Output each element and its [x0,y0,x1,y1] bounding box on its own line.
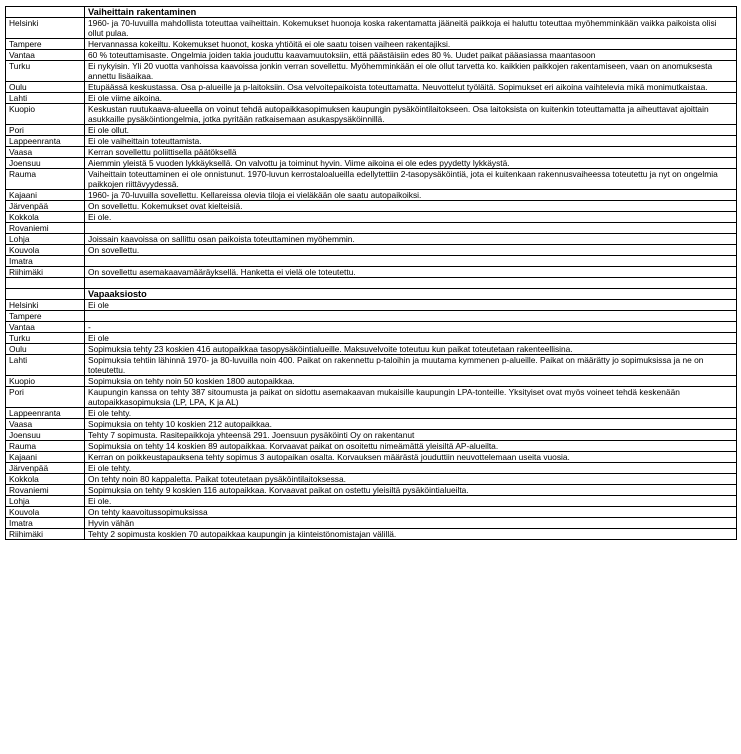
description-cell: Ei nykyisin. Yli 20 vuotta vanhoissa kaavoissa jonkin verran sovellettu. Myöhemminkään ei ole ollut tarvetta ko. kaikkien paikkojen rakentamiseen, vaan on anomuksesta annettu lisäaikaa. [85,61,737,82]
city-cell: Rauma [6,169,85,190]
table-row [6,190,737,201]
city-cell: Vaasa [6,419,85,430]
section-header-row [6,289,737,300]
description-cell: Sopimuksia on tehty 10 koskien 212 autopaikkaa. [85,419,737,430]
city-cell: Kokkola [6,474,85,485]
description-cell: On tehty kaavoitussopimuksissa [85,507,737,518]
city-cell: Lohja [6,496,85,507]
description-cell: Ei ole viime aikoina. [85,93,737,104]
city-cell [6,7,85,18]
table-row [6,61,737,82]
city-cell: Helsinki [6,300,85,311]
city-cell: Kuopio [6,104,85,125]
city-cell: Pori [6,125,85,136]
table-row [6,245,737,256]
description-cell: Joissain kaavoissa on sallittu osan paikoista toteuttaminen myöhemmin. [85,234,737,245]
city-cell: Kouvola [6,245,85,256]
description-cell: Kaupungin kanssa on tehty 387 sitoumusta ja paikat on sidottu asemakaavan mukaisille kaupungin LPA-tonteille. Yksityiset ovat myös voineet tehdä keskenään autopaikkasopimuksia (LP, LPA, K ja AL) [85,387,737,408]
city-cell: Lahti [6,355,85,376]
description-cell: Aiemmin yleistä 5 vuoden lykkäyksellä. On valvottu ja toiminut hyvin. Viime aikoina ei ole edes pyydetty lykkäystä. [85,158,737,169]
table-row [6,147,737,158]
description-cell [85,223,737,234]
description-cell: Ei ole tehty. [85,463,737,474]
city-cell: Rauma [6,441,85,452]
table-row [6,201,737,212]
spacer-row [6,278,737,289]
description-cell: Keskustan ruutukaava-alueella on voinut tehdä autopaikkasopimuksen kaupungin pysäköintilaitokseen. Osa laitoksista on kuitenkin toteuttamatta ja aiheuttavat ajoittain asukkaille pysäköintiongelmia, jotka pyritään ratkaisemaan asukaspysäköinnillä. [85,104,737,125]
table-row [6,376,737,387]
table-row [6,463,737,474]
description-cell: Hervannassa kokeiltu. Kokemukset huonot, koska yhtiöitä ei ole saatu toisen vaiheen rakentajiksi. [85,39,737,50]
description-cell: Ei ole [85,333,737,344]
city-cell: Kuopio [6,376,85,387]
table-row [6,223,737,234]
city-cell: Kokkola [6,212,85,223]
city-cell: Riihimäki [6,267,85,278]
city-cell: Lahti [6,93,85,104]
city-cell: Pori [6,387,85,408]
description-cell: 1960- ja 70-luvuilla sovellettu. Kellareissa olevia tiloja ei vieläkään ole saatu autopaikoiksi. [85,190,737,201]
city-cell: Turku [6,333,85,344]
table-row [6,39,737,50]
table-row [6,344,737,355]
table-row [6,136,737,147]
description-cell: Hyvin vähän [85,518,737,529]
description-cell [85,278,737,289]
table-row [6,158,737,169]
section-title: Vaiheittain rakentaminen [85,7,737,18]
city-cell: Joensuu [6,158,85,169]
table-row [6,212,737,223]
description-cell: Etupäässä keskustassa. Osa p-alueille ja p-laitoksiin. Osa velvoitepaikoista toteuttamatta. Neuvottelut työläitä. Sopimukset eri aikoina vaihtelevia mikä monimutkaistaa. [85,82,737,93]
city-cell: Rovaniemi [6,223,85,234]
description-cell: Sopimuksia tehty 23 koskien 416 autopaikkaa tasopysäköintialueille. Maksuvelvoite toteutuu kun paikat toteutetaan rakenteellisina. [85,344,737,355]
table-row [6,125,737,136]
description-cell: Vaiheittain toteuttaminen ei ole onnistunut. 1970-luvun kerrostaloalueilla edellytettiin 2-tasopysäköintiä, jota ei kuitenkaan rakennusvaiheessa toteutettu ja nyt on ongelmia paikkojen riittävyydessä. [85,169,737,190]
description-cell: 60 % toteuttamisaste. Ongelmia joiden takia jouduttu kaavamuutoksiin, että päästäisiin edes 80 %. Uudet paikat pääasiassa maantasoon [85,50,737,61]
description-cell: Ei ole [85,300,737,311]
city-cell: Joensuu [6,430,85,441]
table-row [6,104,737,125]
table-row [6,408,737,419]
city-cell: Järvenpää [6,463,85,474]
city-cell: Kouvola [6,507,85,518]
city-cell: Kajaani [6,190,85,201]
city-cell: Vantaa [6,322,85,333]
city-cell: Imatra [6,256,85,267]
city-cell: Rovaniemi [6,485,85,496]
table-row [6,50,737,61]
table-row [6,419,737,430]
table-row [6,518,737,529]
table-row [6,93,737,104]
table-body [6,7,737,540]
table-row [6,256,737,267]
city-cell: Riihimäki [6,529,85,540]
city-cell: Kajaani [6,452,85,463]
table-row [6,82,737,93]
city-cell [6,289,85,300]
description-cell: Sopimuksia tehtiin lähinnä 1970- ja 80-luvuilla noin 400. Paikat on rakennettu p-taloihin ja muutama kymmenen p-alueille. Paikat on määrätty jo sopimuksissa ja ne on toteutettu. [85,355,737,376]
description-cell: - [85,322,737,333]
municipal-parking-table [5,6,737,540]
city-cell [6,278,85,289]
table-row [6,18,737,39]
description-cell: Kerran sovellettu poliittisella päätöksellä [85,147,737,158]
table-row [6,496,737,507]
description-cell: Sopimuksia on tehty 14 koskien 89 autopaikkaa. Korvaavat paikat on osoitettu nimeämättä yleisiltä AP-alueilta. [85,441,737,452]
table-row [6,474,737,485]
city-cell: Oulu [6,82,85,93]
table-row [6,300,737,311]
city-cell: Vaasa [6,147,85,158]
city-cell: Lappeenranta [6,408,85,419]
description-cell: Ei ole tehty. [85,408,737,419]
description-cell: Ei ole vaiheittain toteuttamista. [85,136,737,147]
city-cell: Lappeenranta [6,136,85,147]
city-cell: Oulu [6,344,85,355]
description-cell: Ei ole ollut. [85,125,737,136]
table-row [6,529,737,540]
city-cell: Tampere [6,39,85,50]
table-row [6,322,737,333]
table-row [6,507,737,518]
table-row [6,169,737,190]
city-cell: Imatra [6,518,85,529]
description-cell: Sopimuksia on tehty noin 50 koskien 1800 autopaikkaa. [85,376,737,387]
table-row [6,267,737,278]
table-row [6,355,737,376]
section-header-row [6,7,737,18]
description-cell: On tehty noin 80 kappaletta. Paikat toteutetaan pysäköintilaitoksessa. [85,474,737,485]
description-cell: Ei ole. [85,496,737,507]
description-cell: Kerran on poikkeustapauksena tehty sopimus 3 autopaikan osalta. Korvauksen määrästä jouduttiin neuvottelemaan useita vuosia. [85,452,737,463]
table-row [6,485,737,496]
description-cell: On sovellettu. [85,245,737,256]
city-cell: Järvenpää [6,201,85,212]
description-cell [85,311,737,322]
description-cell: Tehty 2 sopimusta koskien 70 autopaikkaa kaupungin ja kiinteistönomistajan välillä. [85,529,737,540]
table-row [6,441,737,452]
table-row [6,234,737,245]
description-cell: 1960- ja 70-luvuilla mahdollista toteuttaa vaiheittain. Kokemukset huonoja koska rakentamatta jääneitä paikkoja ei haluttu toteuttaa myöhemminkään vaikka paikoista olisi ollut pulaa. [85,18,737,39]
description-cell: Sopimuksia on tehty 9 koskien 116 autopaikkaa. Korvaavat paikat on ostettu yleisiltä pysäköintialueilta. [85,485,737,496]
table-row [6,430,737,441]
table-row [6,311,737,322]
description-cell: Ei ole. [85,212,737,223]
description-cell [85,256,737,267]
table-row [6,387,737,408]
description-cell: Tehty 7 sopimusta. Rasitepaikkoja yhteensä 291. Joensuun pysäköinti Oy on rakentanut [85,430,737,441]
description-cell: On sovellettu asemakaavamääräyksellä. Hanketta ei vielä ole toteutettu. [85,267,737,278]
city-cell: Vantaa [6,50,85,61]
description-cell: On sovellettu. Kokemukset ovat kielteisiä. [85,201,737,212]
city-cell: Helsinki [6,18,85,39]
table-row [6,452,737,463]
section-title: Vapaaksiosto [85,289,737,300]
city-cell: Tampere [6,311,85,322]
table-row [6,333,737,344]
city-cell: Lohja [6,234,85,245]
city-cell: Turku [6,61,85,82]
